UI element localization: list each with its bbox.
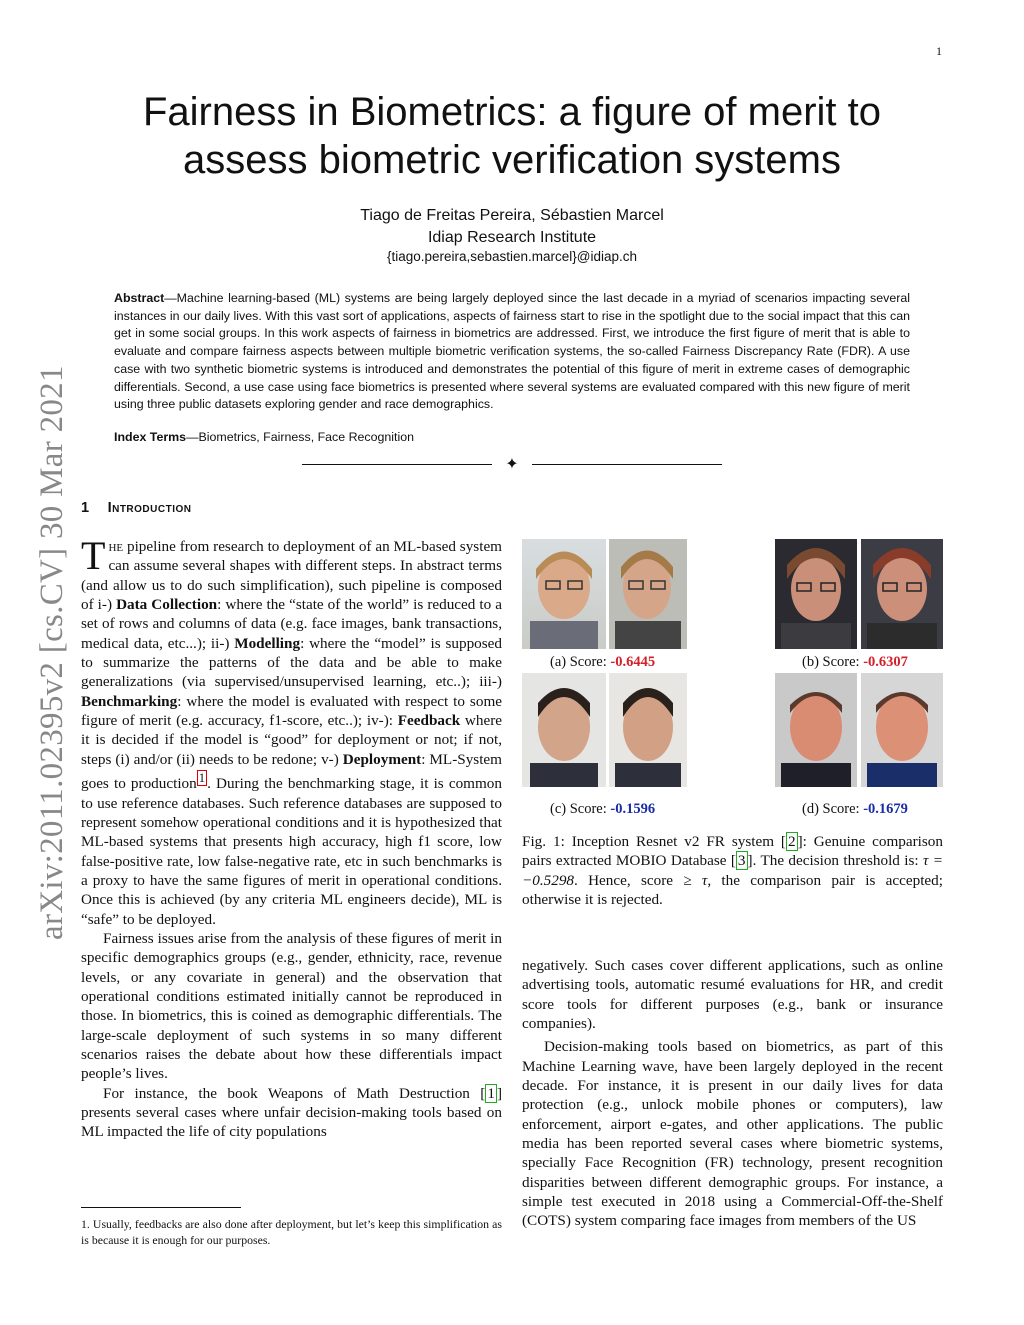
figure-caption: Fig. 1: Inception Resnet v2 FR system [ 2 ]: Genuine comparison pairs extracted MOBIO Database [ 3 ]. The decision threshold is: τ = −0.5298. Hence, score ≥ τ, the comparison pair is accepted; otherwise it is rejected. (522, 833, 944, 909)
section-title: Introduction (107, 500, 192, 516)
face-image-b-2 (861, 539, 943, 649)
subcaption-c: (c) Score: -0.1596 (550, 801, 656, 817)
page-number: 1 (936, 44, 942, 58)
right-paragraph-2: Decision-making tools based on biometrics, as part of this Machine Learning wave, have been largely deployed in the recent decade. For instance, it is present in our daily lives for data protection (e.g., unlock mobile phones or computers), law enforcement, airport e-gates, and other applications. The public media has been reported several cases where biometric systems, specially Face Recognition (FR) technology, present recognition disparities between different demographic groups. For instance, a simple test executed in 2018 using a Commercial-Off-the-Shelf (COTS) system comparing face images from members of the US (522, 1038, 943, 1230)
subcaption-a: (a) Score: -0.6445 (550, 654, 656, 670)
intro-paragraph-1: The pipeline from research to deployment of an ML-based system can assume several shapes with different steps. In abstract terms (and allow us to do such simplification), such pipeline is composed of i-) Data Collection: where the “state of the world” is reduced to a set of rows and columns of data (e.g. face images, bank transactions, medical data, etc...); ii-) Modelling: where the “model” is supposed to summarize the patterns of the data and be able to make generalizations (via supervised/unsupervised learning, etc..); iii-) Benchmarking: where the model is evaluated with respect to some figure of merit (e.g. accuracy, f1-score, etc..); iv-): Feedback where it is decided if the model is “good” for deployment or not; if not, steps (i) and/or (ii) needs to be redone; v-) Deployment: ML-System goes to production $^1$ . During the benchmarking stage, it is common to use reference databases. Such reference databases are supposed to represent somehow operational conditions and it is hypothesized that ML-based systems that presents high accuracy, high f1 score, low false-positive rate, low false-negative rate, etc in such benchmarks is a proxy to have the same figures of merit in operational conditions. Once this is achieved (by any criteria ML engineers decide), ML is “safe” to be deployed. (81, 533, 502, 928)
score-a: -0.6445 (610, 654, 656, 670)
section-heading (81, 500, 192, 516)
score-c: -0.1596 (610, 801, 656, 817)
caption-citation-2[interactable]: 2 (787, 833, 796, 850)
title-line-2: assess biometric verification systems (183, 138, 841, 182)
footnote-link[interactable]: 1 (198, 771, 206, 786)
face-image-d-2 (861, 673, 943, 787)
intro-paragraph-3: For instance, the book Weapons of Math Destruction [ 1 ] presents several cases where unfair decision-making tools based on ML impacted the life of city populations (81, 1084, 502, 1141)
abstract-text: —Machine learning-based (ML) systems are being largely deployed since the last decade in a myriad of scenarios impacting several instances in our daily lives. With this vast sort of applications, aspects of fairness start to rise in the spotlight due to the social impact that this can get in some social groups. In this work aspects of fairness in biometrics are addressed. First, we introduce the first figure of merit that is able to evaluate and compare fairness aspects between multiple biometric verification systems, the so-called Fairness Discrepancy Rate (FDR). A use case with two synthetic biometric systems is introduced and demonstrates the potential of this figure of merit in extreme cases of demographic differentials. Second, a use case using face biometrics is presented where several systems are evaluated compared with this new figure of merit using three public datasets exploring gender and race demographics. (114, 291, 910, 412)
subcaption-b: (b) Score: -0.6307 (802, 654, 908, 670)
footnote-rule (81, 1207, 241, 1208)
divider-diamond-icon: ✦ (505, 456, 519, 473)
caption-citation-3[interactable]: 3 (737, 852, 746, 870)
dropcap: T (81, 533, 106, 578)
left-column (81, 533, 502, 1142)
email: {tiago.pereira,sebastien.marcel}@idiap.ch (386, 249, 638, 264)
title-line-1: Fairness in Biometrics: a figure of merit to (142, 90, 882, 134)
affiliation: Idiap Research Institute (427, 229, 597, 246)
face-image-a-1 (522, 539, 606, 649)
face-image-c-2 (609, 673, 687, 787)
citation-link[interactable]: 1 (487, 1084, 495, 1102)
face-image-a-2 (609, 539, 687, 649)
face-image-b-1 (775, 539, 857, 649)
index-terms (114, 430, 414, 444)
face-image-c-1 (522, 673, 606, 787)
footnote: 1. Usually, feedbacks are also done after deployment, but let’s keep this simplification as is because it is enough for our purposes. (81, 1217, 502, 1247)
index-label: Index Terms (114, 430, 187, 444)
subcaption-d: (d) Score: -0.1679 (802, 801, 908, 817)
intro-paragraph-2: Fairness issues arise from the analysis of these figures of merit in specific demographics groups (e.g., gender, ethnicity, race, revenue levels, or any covariate in general) and the observation that operational conditions estimated initially cannot be reproduced in those. In biometrics, this is coined as demographic differentials. The large-scale deployment of such systems in so many different scenarios raises the debate about how these differentials impact people’s lives. (81, 929, 502, 1083)
abstract (114, 290, 910, 414)
right-paragraph-1: negatively. Such cases cover different applications, such as online advertising tools, automatic resumé evaluations for HR, and credit score tools for different purposes (e.g., bank or insurance companies). (522, 957, 943, 1033)
authors: Tiago de Freitas Pereira, Sébastien Marcel (360, 207, 664, 224)
section-divider (302, 458, 722, 472)
right-column (522, 956, 943, 1231)
score-b: -0.6307 (863, 654, 908, 670)
arxiv-stamp: arXiv:2011.02395v2 [cs.CV] 30 Mar 2021 (34, 365, 70, 940)
score-d: -0.1679 (863, 801, 908, 817)
index-text: —Biometrics, Fairness, Face Recognition (186, 430, 415, 444)
paper-title (100, 88, 924, 184)
threshold-math: τ = −0.5298 (522, 852, 944, 889)
section-number: 1 (81, 500, 90, 516)
face-image-d-1 (775, 673, 857, 787)
comparison-math: ≥ τ (683, 871, 708, 889)
abstract-label: Abstract (114, 291, 165, 305)
